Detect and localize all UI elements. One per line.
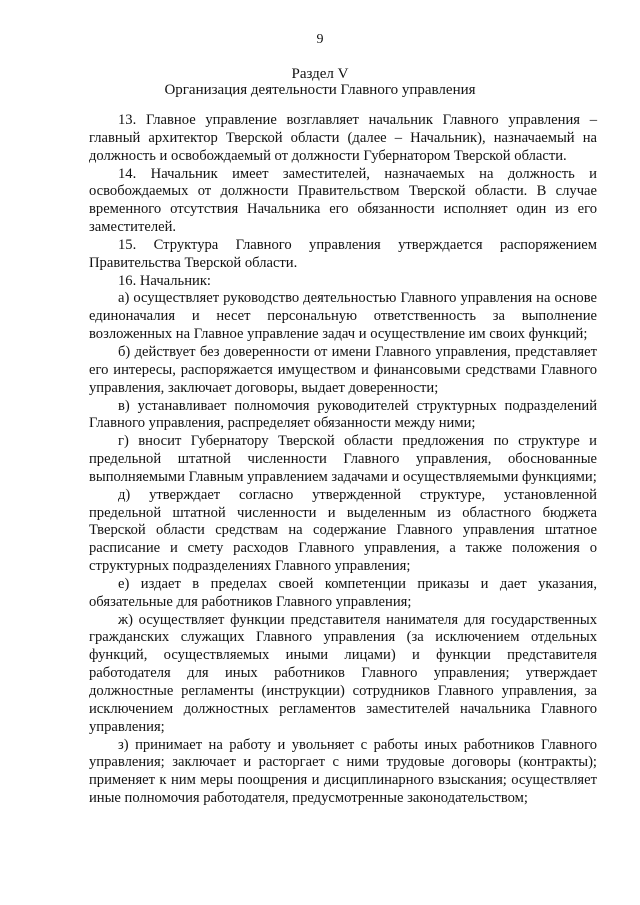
section-subtitle: Организация деятельности Главного управления <box>164 82 476 98</box>
document-body <box>89 112 597 808</box>
clause-v: в) устанавливает полномочия руководителей структурных подразделений Главного управления, распределяет обязанности между ними; <box>89 397 597 432</box>
section-title: Раздел V <box>291 66 349 82</box>
paragraph-14: 14. Начальник имеет заместителей, назначаемых на должность и освобождаемых от должности Правительством Тверской области. В случае временного отсутствия Начальника его обязанности исполняет один из его заместителей. <box>89 165 597 236</box>
clause-g: г) вносит Губернатору Тверской области предложения по структуре и предельной штатной численности Главного управления, обоснованные выполняемыми Главным управлением задачами и осуществляемыми функциями; <box>89 433 597 485</box>
clause-zh: ж) осуществляет функции представителя нанимателя для государственных гражданских служащих Главного управления (за исключением отдельных функций, осуществляемых иными лицами) и функции представителя работодателя для иных работников Главного управления; утверждает должностные регламенты (инструкции) сотрудников Главного управления, за исключением должностных регламентов заместителей начальника Главного управления; <box>89 611 597 735</box>
section-heading <box>0 66 640 98</box>
clause-z: з) принимает на работу и увольняет с работы иных работников Главного управления; заключает и расторгает с ними трудовые договоры (контракты); применяет к ним меры поощрения и дисциплинарного взыскания; осуществляет иные полномочия работодателя, предусмотренные законодательством; <box>89 736 597 807</box>
clause-e: е) издает в пределах своей компетенции приказы и дает указания, обязательные для работников Главного управления; <box>89 575 597 610</box>
paragraph-15: 15. Структура Главного управления утверждается распоряжением Правительства Тверской области. <box>89 236 597 271</box>
clause-d: д) утверждает согласно утвержденной структуре, установленной предельной штатной численности и выделенным из областного бюджета Тверской области средствам на содержание Главного управления штатное расписание и смету расходов Главного управления, а также положения о структурных подразделениях Главного управления; <box>89 486 597 575</box>
paragraph-13: 13. Главное управление возглавляет начальник Главного управления – главный архитектор Тверской области (далее – Начальник), назначаемый на должность и освобождаемый от должности Губернатором Тверской области. <box>89 112 597 164</box>
page-number: 9 <box>316 32 324 47</box>
clause-a: а) осуществляет руководство деятельностью Главного управления на основе единоначалия и несет персональную ответственность за выполнение возложенных на Главное управление задач и осуществление им своих функций; <box>89 290 597 343</box>
clause-b: б) действует без доверенности от имени Главного управления, представляет его интересы, распоряжается имуществом и финансовыми средствами Главного управления, заключает договоры, выдает доверенности; <box>89 343 597 396</box>
paragraph-16: 16. Начальник: <box>118 272 211 289</box>
